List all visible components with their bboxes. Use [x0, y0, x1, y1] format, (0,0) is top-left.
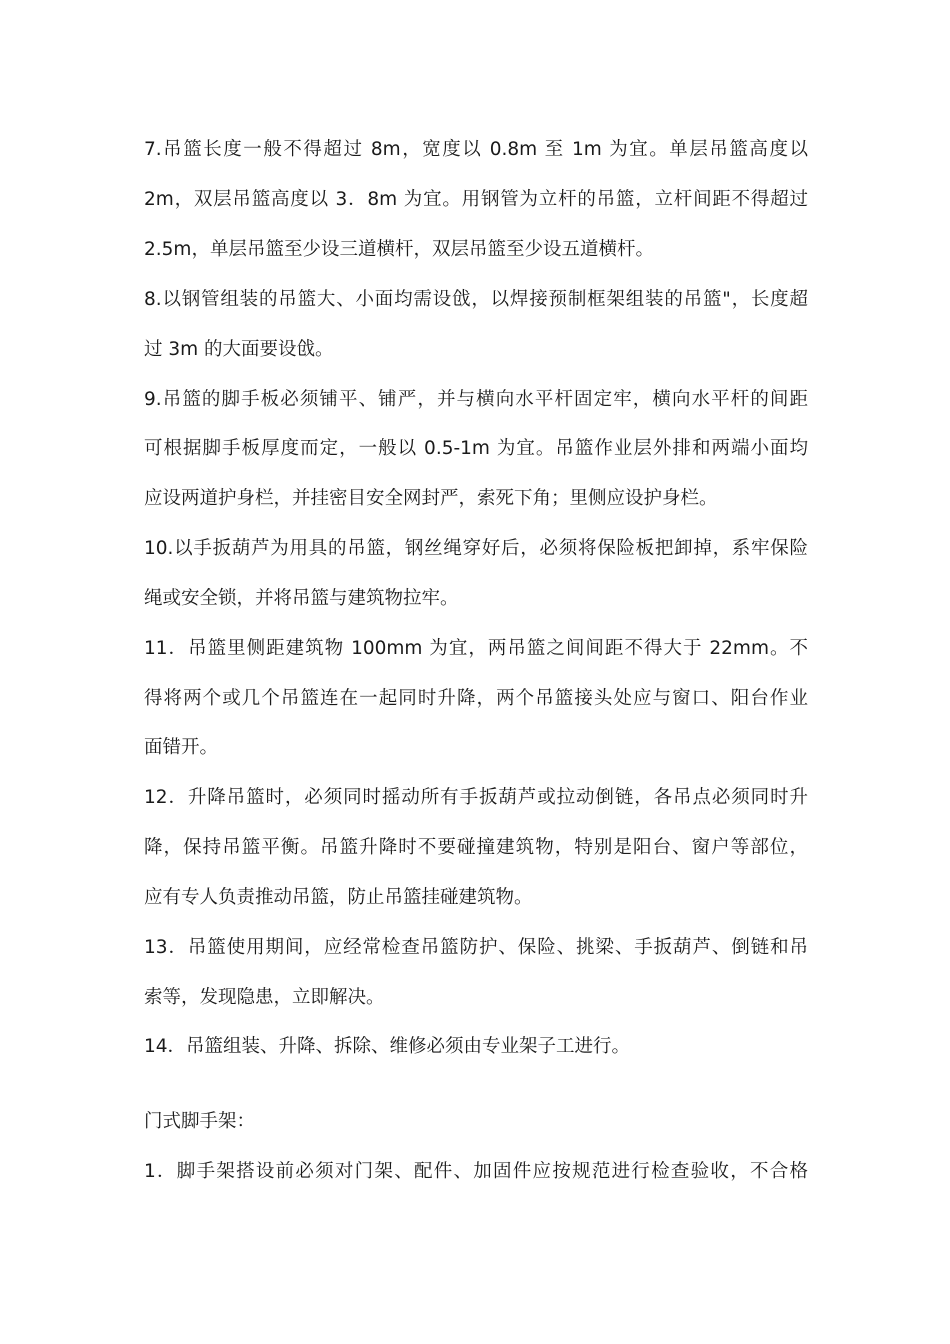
- text-line: 2.5m，单层吊篮至少设三道横杆，双层吊篮至少设五道横杆。: [144, 239, 654, 260]
- text-line: 11．吊篮里侧距建筑物 100mm 为宜，两吊篮之间间距不得大于 22mm。不: [144, 638, 808, 659]
- text-line: 1．脚手架搭设前必须对门架、配件、加固件应按规范进行检查验收，不合格: [144, 1161, 808, 1182]
- text-line: 应设两道护身栏，并挂密目安全网封严，索死下角；里侧应设护身栏。: [144, 488, 718, 509]
- section-heading: 门式脚手架：: [144, 1111, 256, 1132]
- text-line: 13．吊篮使用期间，应经常检查吊篮防护、保险、挑梁、手扳葫芦、倒链和吊: [144, 937, 808, 958]
- text-line: 绳或安全锁，并将吊篮与建筑物拉牢。: [144, 588, 459, 609]
- text-line: 12．升降吊篮时，必须同时摇动所有手扳葫芦或拉动倒链，各吊点必须同时升: [144, 787, 808, 808]
- text-line: 可根据脚手板厚度而定，一般以 0.5-1m 为宜。吊篮作业层外排和两端小面均: [144, 438, 808, 459]
- text-line: 8.以钢管组装的吊篮大、小面均需设戗，以焊接预制框架组装的吊篮"，长度超: [144, 289, 808, 310]
- text-line: 7.吊篮长度一般不得超过 8m，宽度以 0.8m 至 1m 为宜。单层吊篮高度以: [144, 139, 808, 160]
- text-line: 10.以手扳葫芦为用具的吊篮，钢丝绳穿好后，必须将保险板把卸掉，系牢保险: [144, 538, 808, 559]
- text-line: 得将两个或几个吊篮连在一起同时升降，两个吊篮接头处应与窗口、阳台作业: [144, 688, 808, 709]
- text-line: 面错开。: [144, 737, 219, 758]
- text-line: 降，保持吊篮平衡。吊篮升降时不要碰撞建筑物，特别是阳台、窗户等部位，: [144, 837, 808, 858]
- text-line: 应有专人负责推动吊篮，防止吊篮挂碰建筑物。: [144, 887, 533, 908]
- text-line: 索等，发现隐患，立即解决。: [144, 987, 385, 1008]
- text-line: 9.吊篮的脚手板必须铺平、铺严，并与横向水平杆固定牢，横向水平杆的间距: [144, 389, 808, 410]
- text-line: 14．吊篮组装、升降、拆除、维修必须由专业架子工进行。: [144, 1036, 631, 1057]
- text-line: 过 3m 的大面要设戗。: [144, 339, 334, 360]
- text-line: 2m，双层吊篮高度以 3．8m 为宜。用钢管为立杆的吊篮，立杆间距不得超过: [144, 189, 808, 210]
